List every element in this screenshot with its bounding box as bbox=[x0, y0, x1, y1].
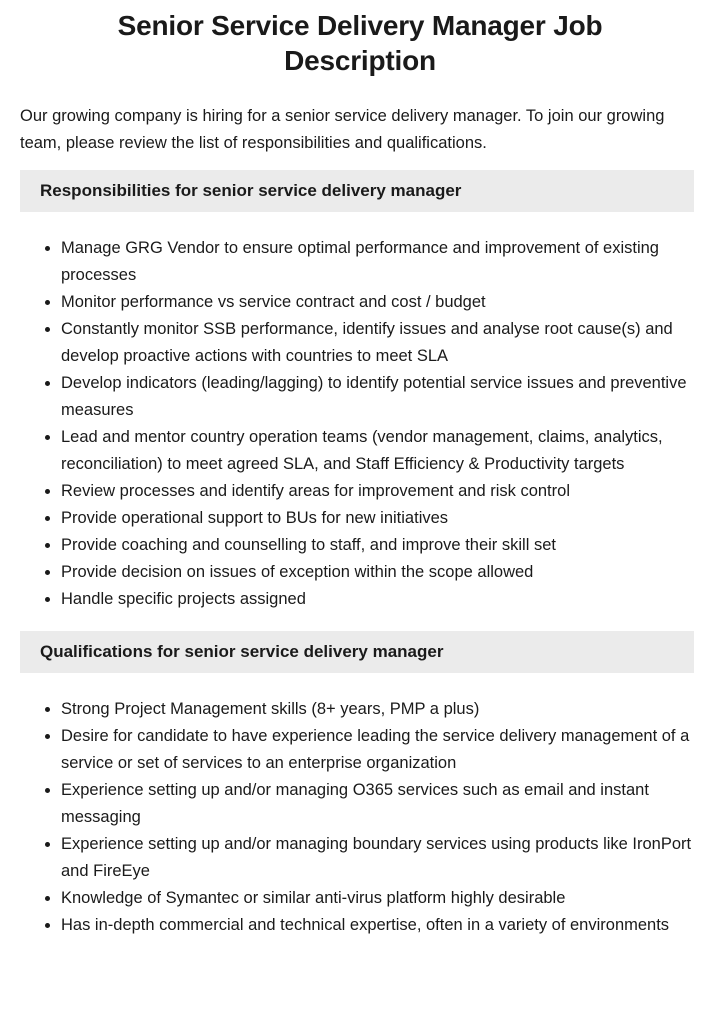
intro-paragraph: Our growing company is hiring for a senior service delivery manager. To join our growing team, please review the list of responsibilities and qualifications. bbox=[20, 107, 665, 152]
bullet-item: • Provide decision on issues of exception within the scope allowed bbox=[61, 559, 700, 586]
bullet-item: • Provide coaching and counselling to staff, and improve their skill set bbox=[61, 532, 700, 559]
bullet-item: • Provide operational support to BUs for new initiatives bbox=[61, 505, 700, 532]
bullet-item: • Develop indicators (leading/lagging) to identify potential service issues and preventive measures bbox=[61, 370, 700, 424]
job-description-document bbox=[0, 8, 720, 939]
bullet-item: • Manage GRG Vendor to ensure optimal performance and improvement of existing processes bbox=[61, 235, 700, 289]
bullet-item: • Experience setting up and/or managing boundary services using products like IronPort and FireEye bbox=[61, 831, 700, 885]
bullet-item: • Desire for candidate to have experience leading the service delivery management of a service or set of services to an enterprise organization bbox=[61, 723, 700, 777]
bullet-item: • Has in-depth commercial and technical expertise, often in a variety of environments bbox=[61, 912, 700, 939]
bullet-item: • Knowledge of Symantec or similar anti-virus platform highly desirable bbox=[61, 885, 700, 912]
bullet-list-1 bbox=[0, 696, 700, 939]
job-section-0 bbox=[0, 170, 720, 613]
bullet-item: • Experience setting up and/or managing O365 services such as email and instant messaging bbox=[61, 777, 700, 831]
bullet-item: • Strong Project Management skills (8+ years, PMP a plus) bbox=[61, 696, 700, 723]
bullet-item: • Review processes and identify areas for improvement and risk control bbox=[61, 478, 700, 505]
sections-container bbox=[0, 170, 720, 939]
bullet-item: • Monitor performance vs service contract and cost / budget bbox=[61, 289, 700, 316]
bullet-item: • Constantly monitor SSB performance, identify issues and analyse root cause(s) and develop proactive actions with countries to meet SLA bbox=[61, 316, 700, 370]
bullet-item: • Lead and mentor country operation teams (vendor management, claims, analytics, reconciliation) to meet agreed SLA, and Staff Efficiency & Productivity targets bbox=[61, 424, 700, 478]
section-heading-0: Responsibilities for senior service delivery manager bbox=[20, 170, 694, 212]
bullet-item: • Handle specific projects assigned bbox=[61, 586, 700, 613]
page-title: Senior Service Delivery Manager Job Description bbox=[117, 10, 603, 76]
bullet-list-0 bbox=[0, 235, 700, 613]
section-heading-1: Qualifications for senior service delivery manager bbox=[20, 631, 694, 673]
job-section-1 bbox=[0, 631, 720, 939]
